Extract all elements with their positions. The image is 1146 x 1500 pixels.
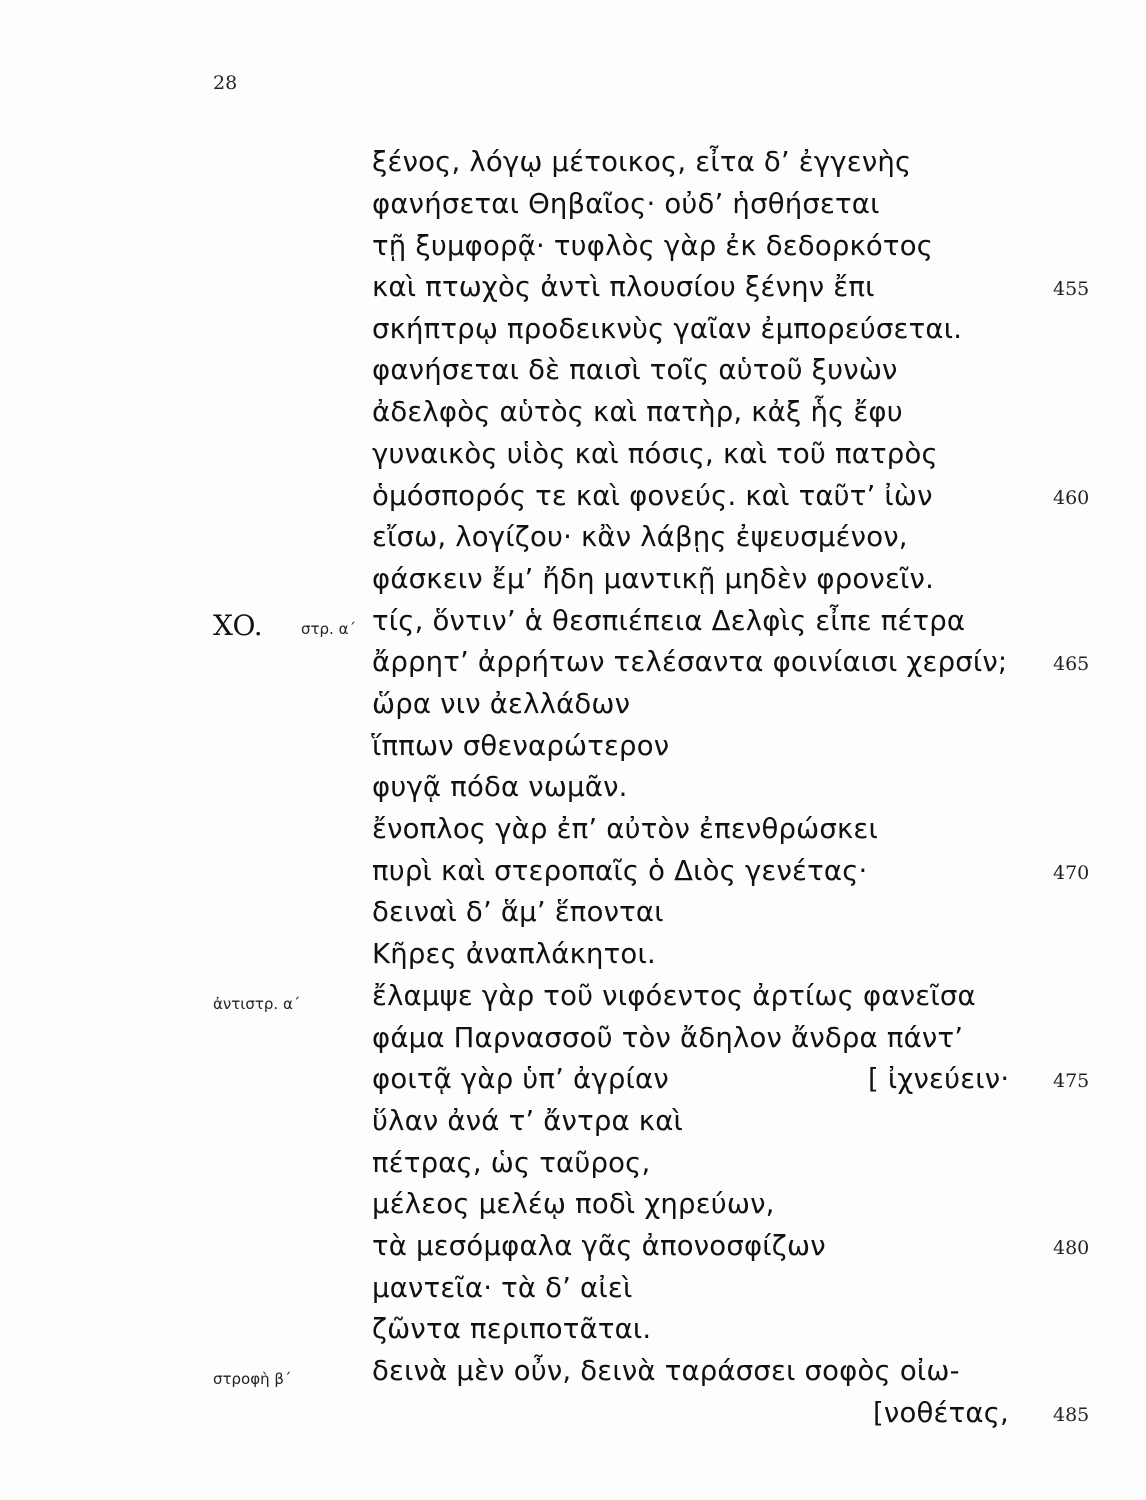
verse-line: φάμα Παρνασσοῦ τὸν ἄδηλον ἄνδρα πάντ’ (372, 1022, 964, 1054)
verse-line: ἵππων σθεναρώτερον (372, 730, 670, 762)
verse-line: ὁμόσπορός τε καὶ φονεύς. καὶ ταῦτ’ ἰὼν (372, 480, 933, 512)
page-number: 28 (213, 72, 238, 94)
verse-line: ὥρα νιν ἀελλάδων (372, 688, 631, 720)
speaker-chorus: XO. (213, 609, 263, 642)
verse-line: εἴσω, λογίζου· κἂν λάβῃς ἐψευσμένον, (372, 521, 908, 553)
section-label-strophe-a: στρ. α΄ (301, 620, 356, 638)
verse-line: ξένος, λόγῳ μέτοικος, εἶτα δ’ ἐγγενὴς (372, 146, 912, 178)
verse-line: γυναικὸς υἱὸς καὶ πόσις, καὶ τοῦ πατρὸς (372, 438, 938, 470)
section-label-strophe-b: στροφὴ β΄ (213, 1370, 292, 1388)
line-number: 470 (1053, 862, 1090, 884)
verse-line: μαντεῖα· τὰ δ’ αἰεὶ (372, 1272, 633, 1304)
verse-line: δεινὰ μὲν οὖν, δεινὰ ταράσσει σοφὸς οἰω- (372, 1355, 960, 1387)
verse-line: μέλεος μελέῳ ποδὶ χηρεύων, (372, 1188, 775, 1220)
line-number: 460 (1053, 487, 1090, 509)
line-number: 465 (1053, 653, 1090, 675)
verse-line: ἄρρητ’ ἀρρήτων τελέσαντα φοινίαισι χερσίν; (372, 646, 1008, 678)
verse-line: δειναὶ δ’ ἅμ’ ἕπονται (372, 896, 664, 928)
verse-bracket-continuation: [ ἰχνεύειν· (868, 1063, 1010, 1095)
verse-line: φανήσεται δὲ παισὶ τοῖς αὑτοῦ ξυνὼν (372, 354, 898, 386)
verse-line: φυγᾷ πόδα νωμᾶν. (372, 771, 628, 803)
verse-line: ζῶντα περιποτᾶται. (372, 1313, 652, 1345)
verse-line: φανήσεται Θηβαῖος· οὐδ’ ἡσθήσεται (372, 188, 880, 220)
verse-line: πυρὶ καὶ στεροπαῖς ὁ Διὸς γενέτας· (372, 855, 868, 887)
verse-line: καὶ πτωχὸς ἀντὶ πλουσίου ξένην ἔπι (372, 271, 875, 303)
section-label-antistrophe-a: ἀντιστρ. α΄ (213, 995, 301, 1013)
verse-line: σκήπτρῳ προδεικνὺς γαῖαν ἐμπορεύσεται. (372, 313, 963, 345)
verse-line: τὰ μεσόμφαλα γᾶς ἀπονοσφίζων (372, 1230, 826, 1262)
verse-line: τῇ ξυμφορᾷ· τυφλὸς γὰρ ἐκ δεδορκότος (372, 230, 934, 262)
verse-line: Κῆρες ἀναπλάκητοι. (372, 938, 656, 970)
verse-bracket-continuation: [νοθέτας, (873, 1397, 1009, 1429)
verse-line: ἀδελφὸς αὑτὸς καὶ πατὴρ, κἀξ ἧς ἔφυ (372, 396, 903, 428)
verse-line: τίς, ὅντιν’ ἁ θεσπιέπεια Δελφὶς εἶπε πέτρα (372, 605, 966, 637)
line-number: 485 (1053, 1404, 1090, 1426)
verse-line: ἔνοπλος γὰρ ἐπ’ αὐτὸν ἐπενθρώσκει (372, 813, 878, 845)
verse-line: ὕλαν ἀνά τ’ ἄντρα καὶ (372, 1105, 684, 1137)
verse-line: φοιτᾷ γὰρ ὑπ’ ἀγρίαν (372, 1063, 669, 1095)
line-number: 475 (1053, 1070, 1090, 1092)
verse-line: πέτρας, ὡς ταῦρος, (372, 1147, 651, 1179)
line-number: 480 (1053, 1237, 1090, 1259)
verse-line: ἔλαμψε γὰρ τοῦ νιφόεντος ἀρτίως φανεῖσα (372, 980, 976, 1012)
verse-line: φάσκειν ἔμ’ ἤδη μαντικῇ μηδὲν φρονεῖν. (372, 563, 935, 595)
line-number: 455 (1053, 278, 1090, 300)
